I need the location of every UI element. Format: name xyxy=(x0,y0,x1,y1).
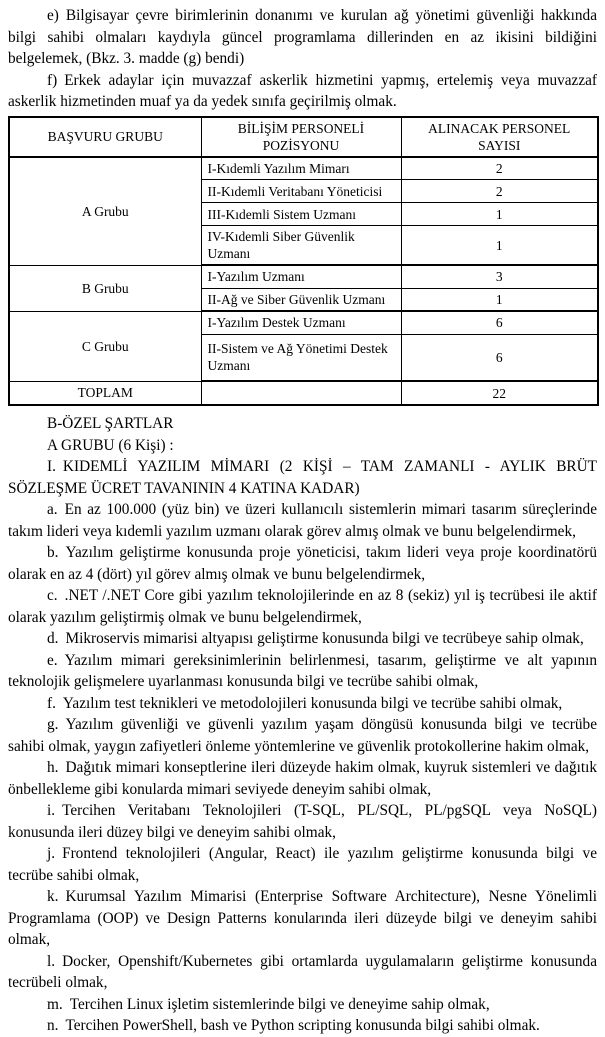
table-cell-position: I-Yazılım Destek Uzmanı xyxy=(201,311,401,334)
item-label: l. xyxy=(47,952,56,970)
table-cell-total-label: TOPLAM xyxy=(9,381,201,405)
item-text: Dağıtık mimari konseptlerine ileri düzeyde hakim olmak, kuyruk sistemleri ve dağıtık önbellekleme gibi konularda mimari seviyede deneyim sahibi olmak, xyxy=(8,759,597,798)
table-cell-total-count: 22 xyxy=(401,381,598,405)
item-label: n. xyxy=(47,1017,59,1034)
table-header-position: BİLİŞİM PERSONELİ POZİSYONU xyxy=(201,117,401,157)
item-label: b. xyxy=(47,544,59,561)
item-label: c. xyxy=(47,587,58,604)
item-label: m. xyxy=(47,995,63,1013)
positions-table xyxy=(8,116,599,407)
table-cell-count: 6 xyxy=(401,311,598,334)
table-cell-position: I-Kıdemli Yazılım Mimarı xyxy=(201,157,401,180)
paragraph-intro-f xyxy=(8,70,597,113)
table-cell-position: II-Sistem ve Ağ Yönetimi Destek Uzmanı xyxy=(201,334,401,381)
table-cell-count: 1 xyxy=(401,203,598,226)
table-row xyxy=(9,311,598,334)
requirement-l xyxy=(8,951,597,994)
item-text: Yazılım test teknikleri ve metodolojileri konusunda bilgi ve tecrübe sahibi olmak, xyxy=(62,694,563,712)
requirement-i xyxy=(8,800,597,843)
requirement-b xyxy=(8,542,597,585)
item-text: Mikroservis mimarisi altyapısı geliştirme konusunda bilgi ve tecrübeye sahip olmak, xyxy=(65,630,584,647)
table-cell-position: IV-Kıdemli Siber Güvenlik Uzmanı xyxy=(201,226,401,266)
table-cell-position: III-Kıdemli Sistem Uzmanı xyxy=(201,203,401,226)
item-label: i. xyxy=(47,802,56,819)
requirement-k xyxy=(8,886,597,951)
item-label: h. xyxy=(47,759,59,776)
item-text: KIDEMLİ YAZILIM MİMARI (2 KİŞİ – TAM ZAMANLI - AYLIK BRÜT SÖZLEŞME ÜCRET TAVANININ 4 KATINA KADAR) xyxy=(8,458,597,497)
item-label: I. xyxy=(47,458,56,475)
section-heading-special-terms: B-ÖZEL ŞARTLAR xyxy=(47,415,174,432)
item-text: Bilgisayar çevre birimlerinin donanımı ve kurulan ağ yönetimi güvenliği hakkında bilgi sahibi olmaları kaydıyla güncel programlama dillerinden en az ikisini bildiğini belgelemek, (Bkz. 3. madde (g) bendi) xyxy=(8,7,597,67)
table-cell-count: 1 xyxy=(401,288,598,311)
table-cell-count: 2 xyxy=(401,157,598,180)
table-row xyxy=(9,157,598,180)
table-header-application-group: BAŞVURU GRUBU xyxy=(9,117,201,157)
requirement-j xyxy=(8,843,597,886)
table-cell-count: 6 xyxy=(401,334,598,381)
requirement-a xyxy=(8,499,597,542)
item-text: En az 100.000 (yüz bin) ve üzeri kullanıcılı sistemlerin mimari tasarım süreçlerinde takım lideri veya kıdemli yazılım uzmanı olarak görev almış olmak ve bunu belgelendirmek, xyxy=(8,501,597,540)
paragraph-intro-e xyxy=(8,5,597,70)
item-text: Tercihen PowerShell, bash ve Python scripting konusunda bilgi sahibi olmak. xyxy=(65,1017,540,1034)
requirement-f xyxy=(8,693,597,715)
item-text: Erkek adaylar için muvazzaf askerlik hizmetini yapmış, ertelemiş veya muvazzaf askerlik hizmetinden muaf ya da yedek sınıfa geçirilmiş olmak. xyxy=(8,71,597,110)
table-cell-position: I-Yazılım Uzmanı xyxy=(201,265,401,288)
item-text: Tercihen Linux işletim sistemlerinde bilgi ve deneyime sahip olmak, xyxy=(69,995,490,1013)
item-label: f) xyxy=(47,71,58,89)
item-text: Docker, Openshift/Kubernetes gibi ortamlarda uygulamaların geliştirme konusunda tecrübeli olmak, xyxy=(8,952,597,991)
item-text: Frontend teknolojileri (Angular, React) ile yazılım geliştirme konusunda bilgi ve tecrübe sahibi olmak, xyxy=(8,845,597,884)
item-label: a. xyxy=(47,501,58,518)
table-cell-count: 1 xyxy=(401,226,598,266)
position-title xyxy=(8,456,597,499)
section-heading-group-a: A GRUBU (6 Kişi) : xyxy=(47,436,174,454)
item-label: k. xyxy=(47,888,59,905)
table-cell-count: 2 xyxy=(401,180,598,203)
item-text: Kurumsal Yazılım Mimarisi (Enterprise Software Architecture), Nesne Yönelimli Programlama (OOP) ve Design Patterns konularında ileri düzeyde bilgi ve deneyim sahibi olmak, xyxy=(8,888,597,948)
requirement-c xyxy=(8,585,597,628)
table-header-count: ALINACAK PERSONEL SAYISI xyxy=(401,117,598,157)
requirement-g xyxy=(8,714,597,757)
item-text: Yazılım geliştirme konusunda proje yöneticisi, takım lideri veya proje koordinatörü olarak en az 4 (dört) yıl görev almış olmak ve bunu belgelendirmek, xyxy=(8,544,597,583)
table-cell-count: 3 xyxy=(401,265,598,288)
item-text: Tercihen Veritabanı Teknolojileri (T-SQL, PL/SQL, PL/pgSQL veya NoSQL) konusunda ileri düzey bilgi ve deneyim sahibi olmak, xyxy=(8,802,597,841)
item-label: g. xyxy=(47,716,59,733)
item-label: e. xyxy=(47,651,58,669)
table-total-row xyxy=(9,381,598,405)
item-label: e) xyxy=(47,7,59,24)
table-cell-position: II-Ağ ve Siber Güvenlik Uzmanı xyxy=(201,288,401,311)
table-cell-group-c: C Grubu xyxy=(9,311,201,381)
item-label: d. xyxy=(47,630,59,647)
table-cell-group-a: A Grubu xyxy=(9,157,201,266)
table-header-row xyxy=(9,117,598,157)
requirement-d xyxy=(8,628,597,650)
item-text: Yazılım güvenliği ve güvenli yazılım yaşam döngüsü konusunda bilgi ve tecrübe sahibi olmak, yaygın zafiyetleri önleme yöntemlerine ve güvenlik protokollerine hakim olmak, xyxy=(8,716,597,755)
requirement-n xyxy=(8,1015,597,1037)
item-label: j. xyxy=(47,845,56,862)
requirement-h xyxy=(8,757,597,800)
item-text: .NET /.NET Core gibi yazılım teknolojilerinde en az 8 (sekiz) yıl iş tecrübesi ile aktif olarak yazılım geliştirmiş olmak ve bunu belgelendirmek, xyxy=(8,587,597,626)
item-text: Yazılım mimari gereksinimlerinin belirlenmesi, tasarım, geliştirme ve alt yapının teknolojik gelişmelere uyarlanması konusunda bilgi ve tecrübe sahibi olmak, xyxy=(8,651,597,690)
table-cell-position-empty xyxy=(201,381,401,405)
requirement-m xyxy=(8,994,597,1016)
item-label: f. xyxy=(47,694,56,712)
table-cell-group-b: B Grubu xyxy=(9,265,201,311)
table-row xyxy=(9,265,598,288)
table-cell-position: II-Kıdemli Veritabanı Yöneticisi xyxy=(201,180,401,203)
requirement-e xyxy=(8,650,597,693)
